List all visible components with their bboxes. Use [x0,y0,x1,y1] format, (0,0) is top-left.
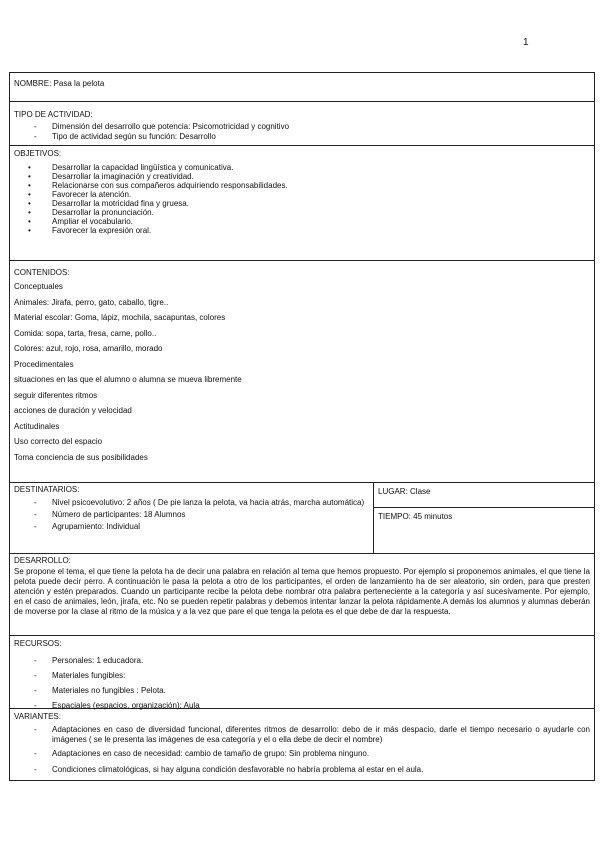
tipo-section [9,101,595,145]
list-item: - Espaciales (espacios, organización): Aula [14,698,590,713]
recursos-section [9,635,595,708]
lugar-cell [374,483,594,507]
content-line: Colores: azul, rojo, rosa, amarillo, morado [14,344,163,353]
list-item: • Favorecer la atención. [14,190,590,199]
activity-sheet [9,72,595,781]
content-line: Uso correcto del espacio [14,437,103,446]
list-item: • Desarrollar la pronunciación. [14,208,590,217]
list-item: - Materiales no fungibles : Pelota. [14,683,590,698]
list-item: - Condiciones climatológicas, si hay alguna condición desfavorable no habría problema al estar en el aula. [14,765,590,775]
recursos-heading: RECURSOS: [14,639,62,648]
content-line: Procedimentales [14,359,74,369]
objetivos-section [9,145,595,260]
list-item: • Relacionarse con sus compañeros adquiriendo responsabilidades. [14,181,590,190]
tipo-heading: TIPO DE ACTIVIDAD: [14,110,93,119]
contenidos-section [9,260,595,482]
content-line: situaciones en las que el alumno o alumna se mueva libremente [14,375,242,384]
recursos-list [14,653,590,713]
tipo-list [14,122,590,142]
content-line: Material escolar: Goma, lápiz, mochila, sacapuntas, colores [14,313,226,322]
content-line: acciones de duración y velocidad [14,406,132,415]
variantes-heading: VARIANTES: [14,712,61,721]
destinatarios-list [14,498,369,532]
content-line: seguir diferentes ritmos [14,390,98,400]
list-item: • Favorecer la expresión oral. [14,226,590,235]
tiempo-text: TIEMPO: 45 minutos [378,512,453,521]
content-line: Toma conciencia de sus posibilidades [14,452,148,462]
list-item: • Desarrollar la imaginación y creatividad. [14,172,590,181]
content-line: Animales: Jirafa, perro, gato, caballo, tigre.. [14,297,169,307]
objetivos-list [14,163,590,235]
nombre-section [9,72,595,101]
list-item: - Dimensión del desarrollo que potencia: Psicomotricidad y cognitivo [14,122,590,132]
contenidos-heading: CONTENIDOS: [14,268,70,277]
lugar-text: LUGAR: Clase [378,487,431,496]
list-item: - Personales: 1 educadora. [14,653,590,668]
list-item: - Adaptaciones en caso de necesidad: cambio de tamaño de grupo: Sin problema ninguno. [14,749,590,759]
desarrollo-heading: DESARROLLO: [14,556,71,565]
nombre-text: NOMBRE: Pasa la pelota [14,79,105,88]
variantes-list [14,725,590,775]
page-number: 1 [523,37,529,48]
list-item: - Materiales fungibles: [14,668,590,683]
destinatarios-heading: DESTINATARIOS: [14,485,80,494]
content-line: Conceptuales [14,282,63,291]
destinatarios-row [9,482,595,553]
tiempo-cell [374,507,594,553]
list-item: - Adaptaciones en caso de diversidad funcional, diferentes ritmos de desarrollo: debo de ir más despacio, darle el tiempo necesario o ayudarle con imágenes ( se le presenta las imágenes de esa categoría y el o ella debe de decir el nombre) [14,725,590,745]
list-item: - Tipo de actividad según su función: Desarrollo [14,132,590,142]
content-line: Actitudinales [14,421,60,431]
destinatarios-section [10,483,374,553]
list-item: • Ampliar el vocabulario. [14,217,590,226]
content-line: Comida: sopa, tarta, fresa, carne, pollo.. [14,328,157,338]
desarrollo-text: Se propone el tema, el que tiene la pelota ha de decir una palabra en relación al tema que hemos propuesto. Por ejemplo si proponemos animales, el que tiene la pelota puede decir perro. A continuación le pasa la pelota a otro de los participantes, el orden de lanzamiento ha de ser aleatorio, sin orden, para que presten atención y estén preparados. Cuando un participante recibe la pelota debe nombrar otra palabra perteneciente a la categoría y así sucesivamente. Por ejemplo, en el caso de animales, león, jirafa, etc. No se pueden repetir palabras y debemos intentar lanzar la pelota rápidamente.A demás los alumnos y alumnas deberán de moverse por la clase al ritmo de la música y a la vez que pare el que tenga la pelota es el que debe de dar la respuesta. [14,567,590,616]
list-item: - Agrupamiento: Individual [14,522,369,532]
variantes-section [9,708,595,781]
desarrollo-section [9,553,595,635]
list-item: • Desarrollar la capacidad lingüística y comunicativa. [14,163,590,172]
list-item: - Número de participantes: 18 Alumnos [14,510,369,520]
list-item: - Nivel psicoevolutivo: 2 años ( De pie lanza la pelota, va hacia atrás, marcha automática) [14,498,369,508]
destinatarios-side [374,483,594,553]
objetivos-heading: OBJETIVOS: [14,149,62,158]
list-item: • Desarrollar la motricidad fina y gruesa. [14,199,590,208]
